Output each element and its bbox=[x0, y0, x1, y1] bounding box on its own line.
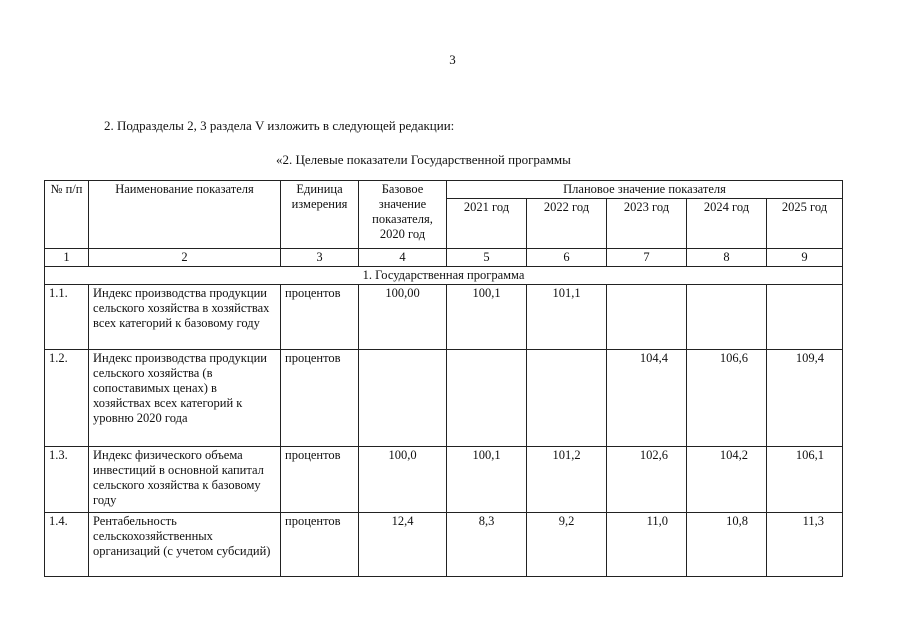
header-year-2025: 2025 год bbox=[767, 199, 843, 249]
column-number: 4 bbox=[359, 249, 447, 267]
row-y2024: 104,2 bbox=[687, 447, 767, 513]
page-number: 3 bbox=[449, 52, 456, 67]
row-y2022 bbox=[527, 350, 607, 447]
column-numbers-row bbox=[45, 249, 843, 267]
row-name: Рентабельность сельскохозяйственных организаций (с учетом субсидий) bbox=[89, 513, 281, 577]
row-y2025: 106,1 bbox=[767, 447, 843, 513]
row-y2021: 100,1 bbox=[447, 285, 527, 350]
header-year-2024: 2024 год bbox=[687, 199, 767, 249]
row-y2024 bbox=[687, 285, 767, 350]
column-number: 2 bbox=[89, 249, 281, 267]
column-number: 6 bbox=[527, 249, 607, 267]
section-row bbox=[45, 267, 843, 285]
table-row bbox=[45, 285, 843, 350]
row-y2022: 101,2 bbox=[527, 447, 607, 513]
row-base: 100,0 bbox=[359, 447, 447, 513]
row-y2023: 11,0 bbox=[607, 513, 687, 577]
table-title: «2. Целевые показатели Государственной программы bbox=[276, 152, 571, 167]
column-number: 1 bbox=[45, 249, 89, 267]
column-number: 3 bbox=[281, 249, 359, 267]
row-y2021 bbox=[447, 350, 527, 447]
header-name: Наименование показателя bbox=[89, 181, 281, 249]
row-unit: процентов bbox=[281, 350, 359, 447]
table-row bbox=[45, 513, 843, 577]
row-y2021: 8,3 bbox=[447, 513, 527, 577]
column-number: 9 bbox=[767, 249, 843, 267]
row-y2025: 109,4 bbox=[767, 350, 843, 447]
header-unit: Единица измерения bbox=[281, 181, 359, 249]
row-y2024: 10,8 bbox=[687, 513, 767, 577]
header-year-2022: 2022 год bbox=[527, 199, 607, 249]
column-number: 7 bbox=[607, 249, 687, 267]
row-y2023: 102,6 bbox=[607, 447, 687, 513]
row-base: 12,4 bbox=[359, 513, 447, 577]
row-name: Индекс производства продукции сельского хозяйства (в сопоставимых ценах) в хозяйствах всех категорий к уровню 2020 года bbox=[89, 350, 281, 447]
row-num: 1.3. bbox=[45, 447, 89, 513]
row-y2022: 9,2 bbox=[527, 513, 607, 577]
row-name: Индекс производства продукции сельского хозяйства в хозяйствах всех категорий к базовому году bbox=[89, 285, 281, 350]
header-num: № п/п bbox=[45, 181, 89, 249]
header-year-2023: 2023 год bbox=[607, 199, 687, 249]
table-row bbox=[45, 350, 843, 447]
row-unit: процентов bbox=[281, 447, 359, 513]
header-planned: Плановое значение показателя bbox=[447, 181, 843, 199]
row-unit: процентов bbox=[281, 513, 359, 577]
row-unit: процентов bbox=[281, 285, 359, 350]
row-y2025 bbox=[767, 285, 843, 350]
row-num: 1.4. bbox=[45, 513, 89, 577]
indicators-table bbox=[44, 180, 843, 577]
intro-text: 2. Подразделы 2, 3 раздела V изложить в следующей редакции: bbox=[104, 118, 455, 133]
section-title: 1. Государственная программа bbox=[45, 267, 843, 285]
header-base: Базовое значение показателя, 2020 год bbox=[359, 181, 447, 249]
column-number: 5 bbox=[447, 249, 527, 267]
table-row bbox=[45, 447, 843, 513]
row-name: Индекс физического объема инвестиций в основной капитал сельского хозяйства к базовому году bbox=[89, 447, 281, 513]
row-base bbox=[359, 350, 447, 447]
row-base: 100,00 bbox=[359, 285, 447, 350]
row-y2023: 104,4 bbox=[607, 350, 687, 447]
row-y2024: 106,6 bbox=[687, 350, 767, 447]
row-num: 1.2. bbox=[45, 350, 89, 447]
row-y2021: 100,1 bbox=[447, 447, 527, 513]
column-number: 8 bbox=[687, 249, 767, 267]
row-num: 1.1. bbox=[45, 285, 89, 350]
row-y2025: 11,3 bbox=[767, 513, 843, 577]
row-y2023 bbox=[607, 285, 687, 350]
row-y2022: 101,1 bbox=[527, 285, 607, 350]
header-year-2021: 2021 год bbox=[447, 199, 527, 249]
